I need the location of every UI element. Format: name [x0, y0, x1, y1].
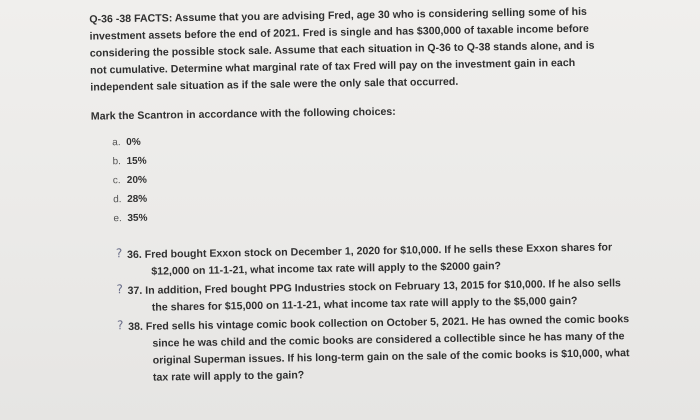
facts-line-5: independent sale situation as if the sale were the only sale that occurred.	[90, 75, 459, 94]
choice-e	[113, 212, 147, 227]
choice-value: 35%	[127, 212, 148, 225]
handwritten-mark-37: ?	[116, 282, 124, 297]
choice-value: 20%	[126, 174, 147, 187]
facts-line-4: not cumulative. Determine what marginal rate of tax Fred will pay on the investment gain in each	[90, 56, 576, 77]
choice-letter: c.	[112, 175, 121, 187]
facts-line-3: considering the possible stock sale. Assume that each situation in Q-36 to Q-38 stands alone, and is	[89, 39, 595, 60]
question-37-line-1: 37. In addition, Fred bought PPG Industries stock on February 13, 2015 for $10,000. If he also sells	[127, 277, 621, 298]
choice-letter: b.	[112, 156, 121, 168]
choice-b	[112, 155, 146, 170]
question-36-line-1: 36. Fred bought Exxon stock on December 1, 2020 for $10,000. If he sells these Exxon shares for	[126, 241, 613, 262]
handwritten-mark-36: ?	[115, 246, 123, 261]
question-38-line-3: original Superman issues. If his long-term gain on the sale of the comic books is $10,000, what	[152, 347, 630, 367]
choice-value: 28%	[127, 193, 148, 206]
choice-letter: a.	[112, 137, 121, 149]
choice-letter: d.	[113, 194, 122, 206]
instruction-text: Mark the Scantron in accordance with the following choices:	[90, 105, 396, 123]
question-36-line-2: $12,000 on 11-1-21, what income tax rate will apply to the $2000 gain?	[151, 260, 502, 278]
choice-letter: e.	[113, 213, 122, 225]
question-37-line-2: the shares for $15,000 on 11-1-21, what income tax rate will apply to the $5,000 gain?	[151, 294, 578, 314]
question-38-line-2: since he was child and the comic books are considered a collectible since he has many of the	[152, 330, 625, 350]
choice-c	[113, 174, 147, 189]
choice-value: 15%	[126, 155, 147, 168]
facts-line-2: investment assets before the end of 2021. Fred is single and has $300,000 of taxable income before	[89, 22, 589, 43]
question-38-line-1: 38. Fred sells his vintage comic book collection on October 5, 2021. He has owned the comic books	[128, 313, 630, 334]
choice-value: 0%	[126, 136, 141, 149]
choice-a	[112, 136, 141, 150]
choice-d	[113, 193, 147, 208]
facts-line-1: Q-36 -38 FACTS: Assume that you are advising Fred, age 30 who is considering selling some of his	[89, 5, 587, 26]
question-38-line-4: tax rate will apply to the gain?	[152, 369, 305, 384]
handwritten-mark-38: ?	[117, 318, 124, 333]
